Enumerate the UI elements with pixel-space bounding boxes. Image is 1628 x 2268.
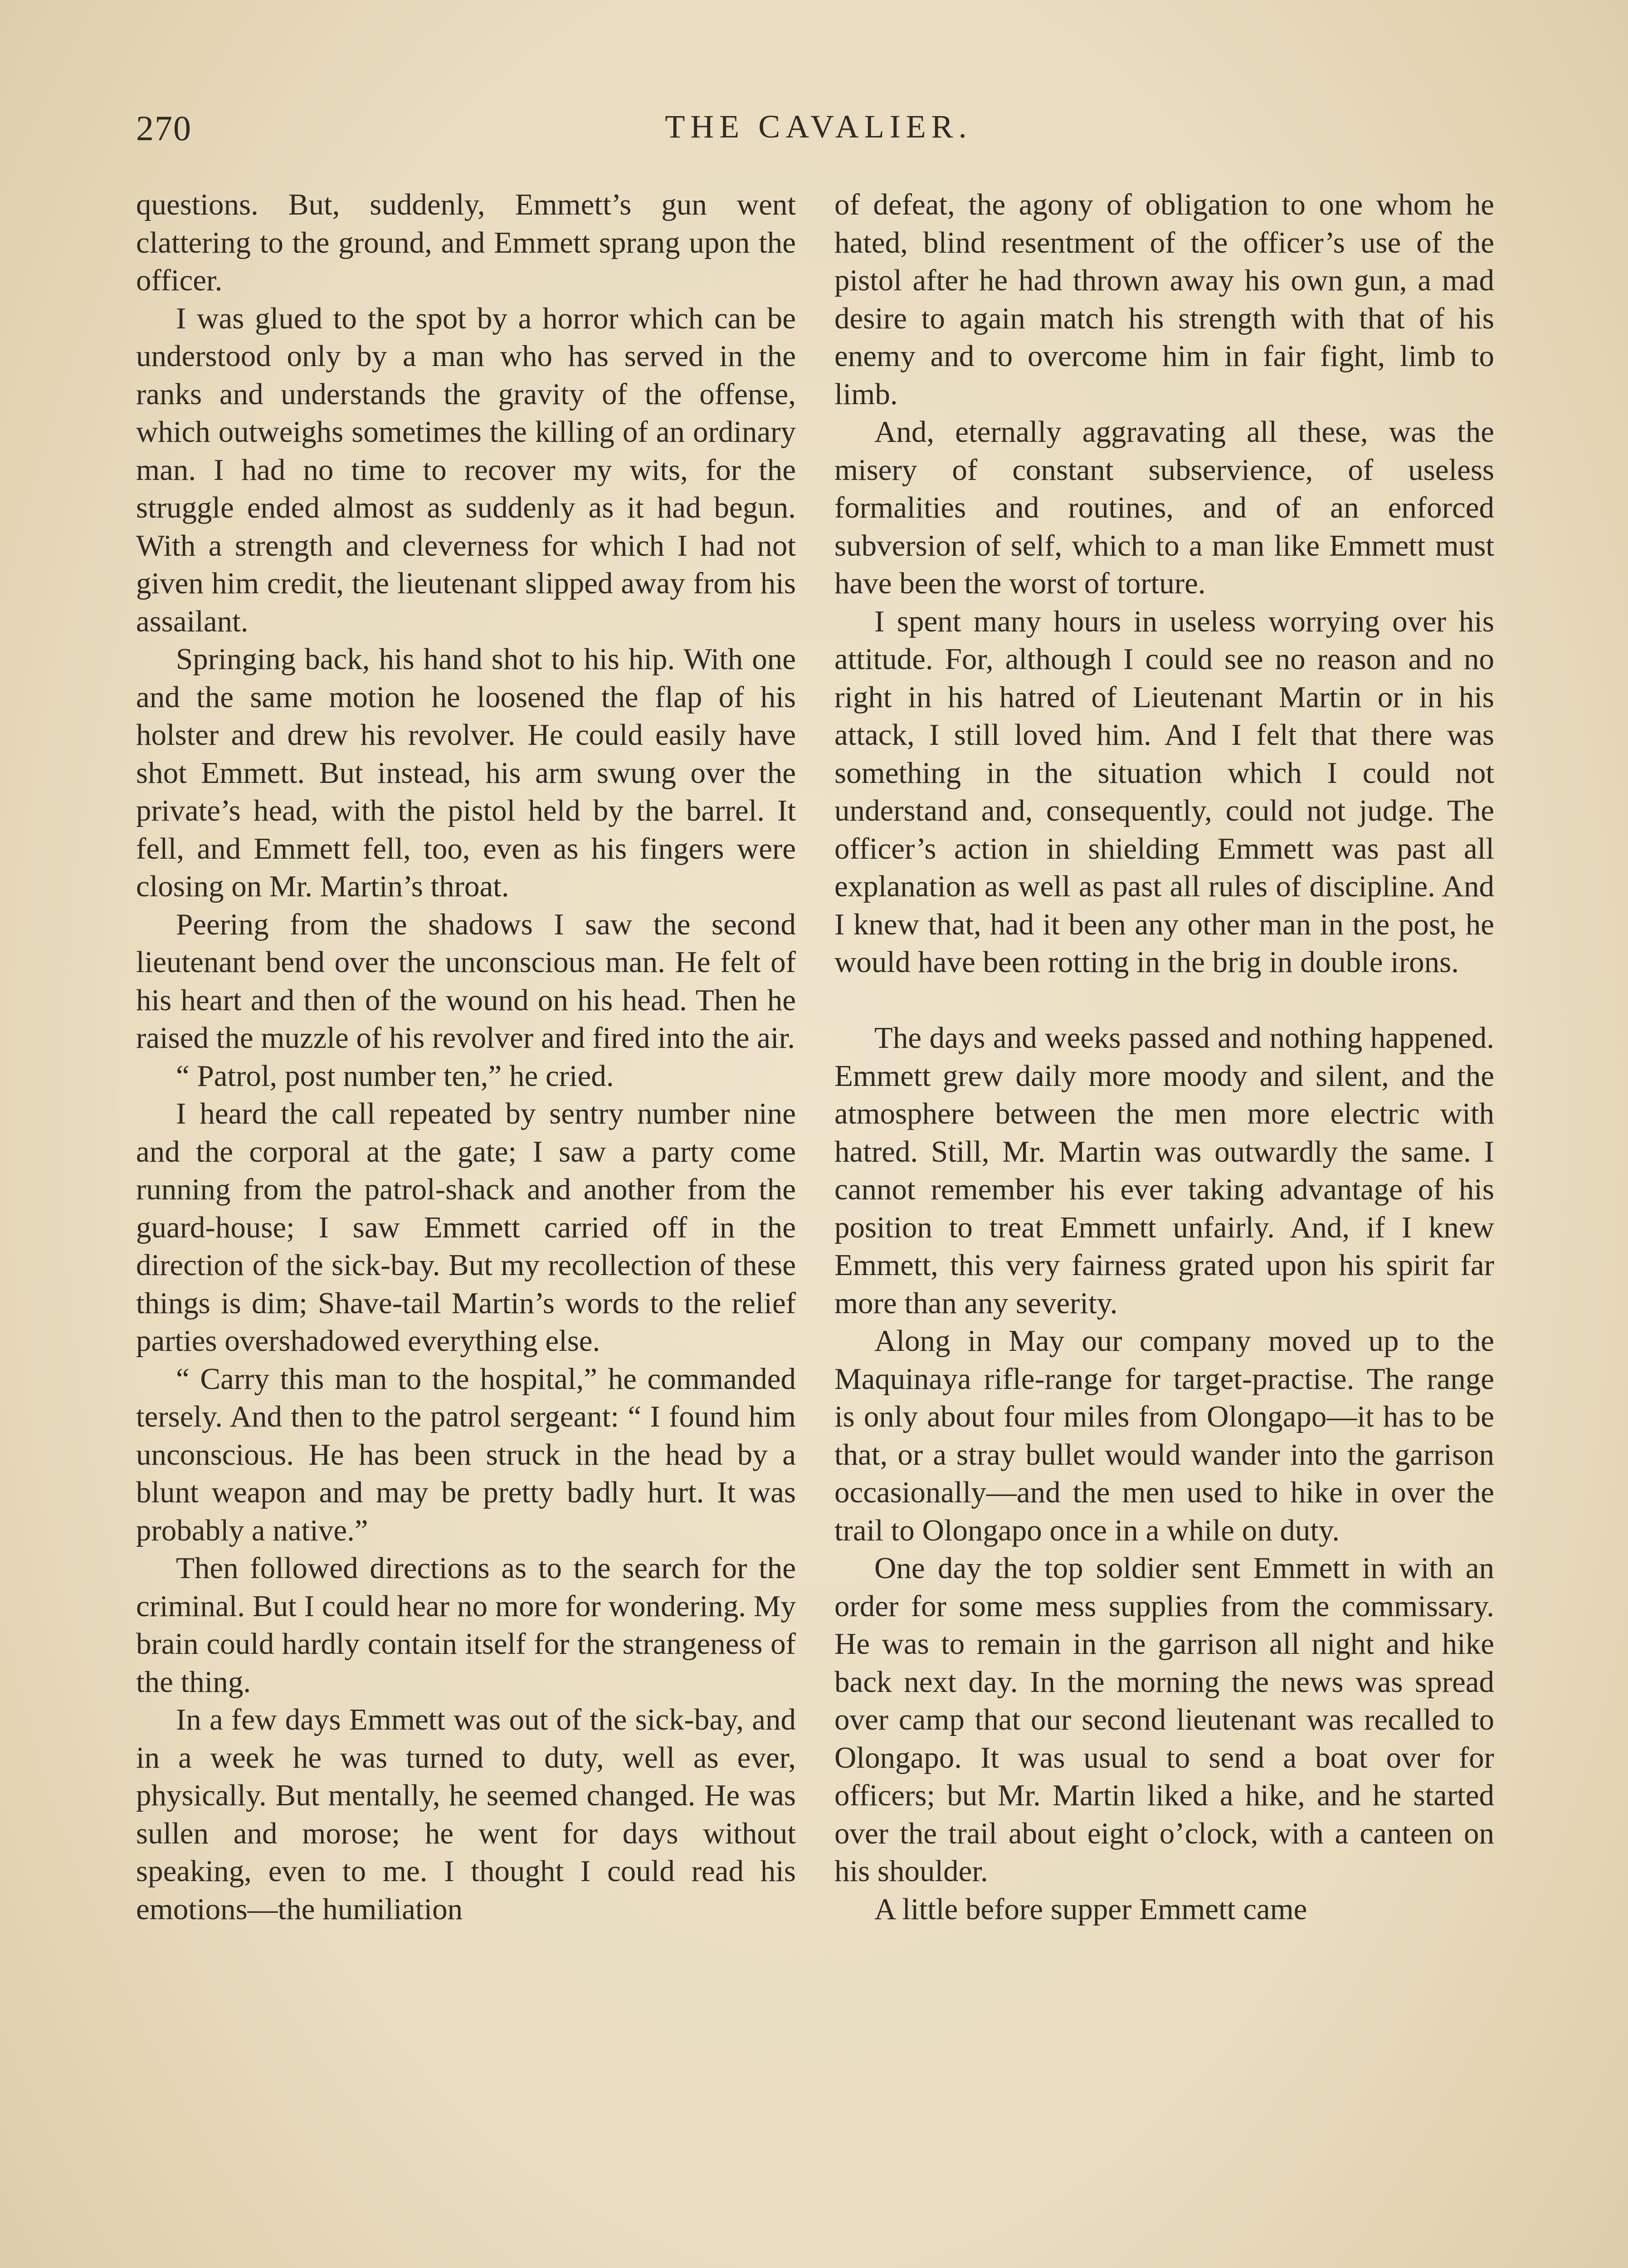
paragraph: The days and weeks passed and nothing happened. Emmett grew daily more moody and silent, and the atmosphere between the men more electric with hatred. Still, Mr. Martin was outwardly the same. I cannot remember his ever taking advantage of his position to treat Emmett unfairly. And, if I knew Emmett, this very fairness grated upon his spirit far more than any severity. bbox=[834, 1021, 1494, 1320]
paragraph: “ Carry this man to the hospital,” he commanded tersely. And then to the patrol sergeant: “ I found him unconscious. He has been struck in the head by a blunt weapon and may be pretty badly hurt. It was probably a native.” bbox=[136, 1362, 796, 1547]
text-column-right bbox=[834, 186, 1494, 1928]
paragraph: And, eternally aggravating all these, was the misery of constant subservience, of useless formalities and routines, and of an enforced subversion of self, which to a man like Emmett must have been the worst of torture. bbox=[834, 415, 1494, 600]
page-header bbox=[136, 108, 1501, 158]
page-number: 270 bbox=[136, 108, 192, 148]
paragraph: One day the top soldier sent Emmett in with an order for some mess supplies from the commissary. He was to remain in the garrison all night and hike back next day. In the morning the news was spread over camp that our second lieutenant was recalled to Olongapo. It was usual to send a boat over for officers; but Mr. Martin liked a hike, and he started over the trail about eight o’clock, with a canteen on his shoulder. bbox=[834, 1551, 1494, 1888]
paragraph: questions. But, suddenly, Emmett’s gun went clattering to the ground, and Emmett sprang upon the officer. bbox=[136, 188, 796, 297]
paragraph: Along in May our company moved up to the Maquinaya rifle-range for target-practise. The range is only about four miles from Olongapo—it has to be that, or a stray bullet would wander into the garrison occasionally—and the men used to hike in over the trail to Olongapo once in a while on duty. bbox=[834, 1324, 1494, 1547]
paragraph: “ Patrol, post number ten,” he cried. bbox=[176, 1059, 614, 1093]
paragraph: Peering from the shadows I saw the second lieutenant bend over the unconscious man. He felt of his heart and then of the wound on his head. Then he raised the muzzle of his revolver and fired into the air. bbox=[136, 907, 796, 1055]
paragraph: I spent many hours in useless worrying over his attitude. For, although I could see no reason and no right in his hatred of Lieutenant Martin or in his attack, I still loved him. And I felt that there was something in the situation which I could not understand and, consequently, could not judge. The officer’s action in shielding Emmett was past all explanation as well as past all rules of discipline. And I knew that, had it been any other man in the post, he would have been rotting in the brig in double irons. bbox=[834, 604, 1494, 979]
paragraph: Springing back, his hand shot to his hip. With one and the same motion he loosened the flap of his holster and drew his revolver. He could easily have shot Emmett. But instead, his arm swung over the private’s head, with the pistol held by the barrel. It fell, and Emmett fell, too, even as his fingers were closing on Mr. Martin’s throat. bbox=[136, 642, 796, 903]
paragraph: In a few days Emmett was out of the sick-bay, and in a week he was turned to duty, well as ever, physically. But mentally, he seemed changed. He was sullen and morose; he went for days without speaking, even to me. I thought I could read his emotions—the humiliation bbox=[136, 1703, 796, 1926]
running-title: THE CAVALIER. bbox=[665, 108, 972, 145]
paragraph: of defeat, the agony of obligation to one whom he hated, blind resentment of the officer’s use of the pistol after he had thrown away his own gun, a mad desire to again match his strength with that of his enemy and to overcome him in fair fight, limb to limb. bbox=[834, 188, 1494, 411]
text-column-left bbox=[136, 186, 796, 1928]
paragraph: I was glued to the spot by a horror which can be understood only by a man who has served in the ranks and understands the gravity of the offense, which outweighs sometimes the killing of an ordinary man. I had no time to recover my wits, for the struggle ended almost as suddenly as it had begun. With a strength and cleverness for which I had not given him credit, the lieutenant slipped away from his assailant. bbox=[136, 301, 796, 638]
paragraph: I heard the call repeated by sentry number nine and the corporal at the gate; I saw a party come running from the patrol-shack and another from the guard-house; I saw Emmett carried off in the direction of the sick-bay. But my recollection of these things is dim; Shave-tail Martin’s words to the relief parties overshadowed everything else. bbox=[136, 1097, 796, 1358]
paragraph: A little before supper Emmett came bbox=[874, 1892, 1307, 1926]
paragraph: Then followed directions as to the search for the criminal. But I could hear no more for wondering. My brain could hardly contain itself for the strangeness of the thing. bbox=[136, 1551, 796, 1699]
